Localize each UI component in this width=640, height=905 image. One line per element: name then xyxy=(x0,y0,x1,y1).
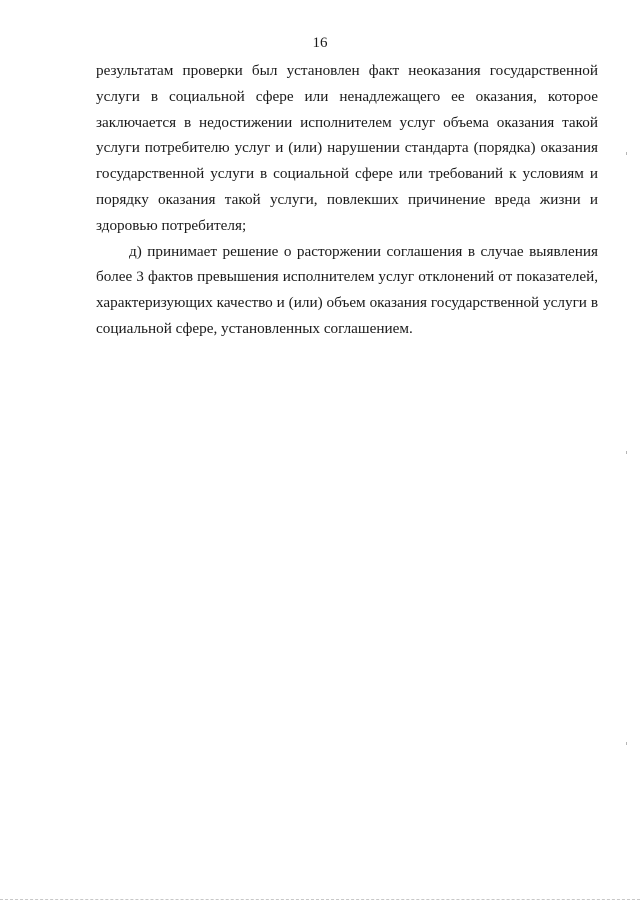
scan-artifact xyxy=(626,451,627,454)
scan-artifact xyxy=(626,152,627,155)
paragraph-continuation: результатам проверки был установлен факт неоказания государственной услуги в социальной сфере или ненадлежащего ее оказания, которое заключается в недостижении исполнителем услуг объема оказания такой услуги потребителю услуг и (или) нарушении стандарта (порядка) оказания государственной услуги в социальной сфере или требований к условиям и порядку оказания такой услуги, повлекших причинение вреда жизни и здоровью потребителя; xyxy=(96,62,598,234)
scan-artifact xyxy=(626,742,627,745)
paragraph-item-d: д) принимает решение о расторжении соглашения в случае выявления более 3 фактов превышения исполнителем услуг отклонений от показателей, характеризующих качество и (или) объем оказания государственной услуги в социальной сфере, установленных соглашением. xyxy=(96,242,598,337)
scan-edge-line xyxy=(0,899,640,900)
page-number: 16 xyxy=(312,35,328,51)
body-text xyxy=(96,58,598,342)
